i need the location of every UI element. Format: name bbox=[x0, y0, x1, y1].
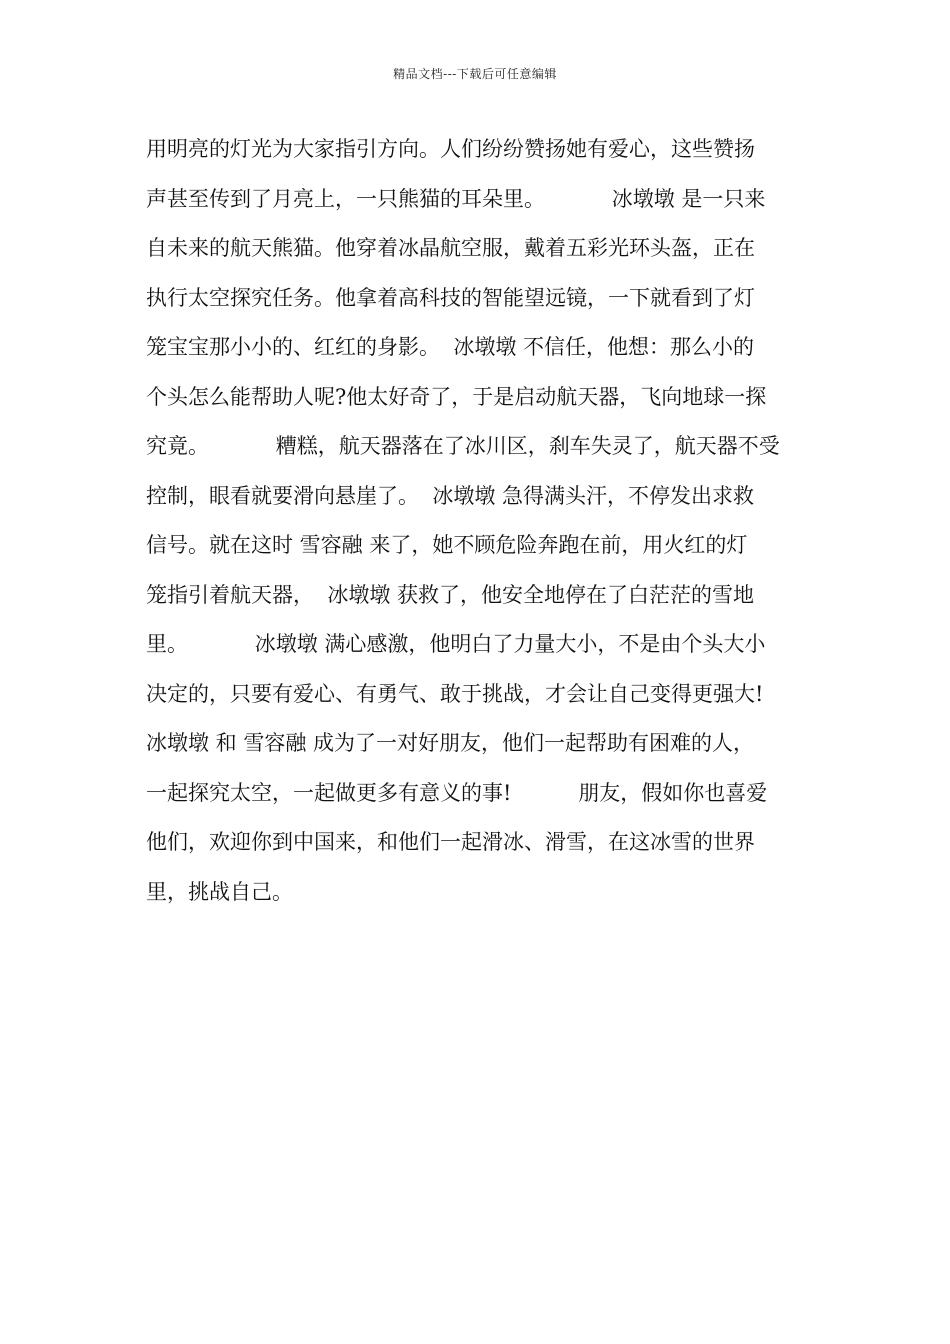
text-line: 用明亮的灯光为大家指引方向。人们纷纷赞扬她有爱心，这些赞扬 bbox=[146, 137, 755, 161]
text-line: 一起探究太空，一起做更多有意义的事! 朋友，假如你也喜爱 bbox=[146, 780, 768, 805]
text-line: 笼宝宝那小小的、红红的身影。 冰墩墩 不信任，他想：那么小的 bbox=[146, 335, 755, 359]
text-line: 控制，眼看就要滑向悬崖了。 冰墩墩 急得满头汗，不停发出求救 bbox=[146, 483, 755, 508]
text-line: 里，挑战自己。 bbox=[146, 879, 293, 904]
text-line: 冰墩墩 和 雪容融 成为了一对好朋友，他们一起帮助有困难的人， bbox=[146, 731, 755, 755]
document-body bbox=[146, 134, 811, 926]
text-line: 决定的，只要有爱心、有勇气、敢于挑战，才会让自己变得更强大! bbox=[146, 681, 764, 706]
page-header: 精品文档---下载后可任意编辑 bbox=[393, 67, 557, 81]
text-line: 究竟。 糟糕，航天器落在了冰川区，刹车失灵了，航天器不受 bbox=[146, 434, 780, 458]
text-line: 执行太空探究任务。他拿着高科技的智能望远镜，一下就看到了灯 bbox=[146, 285, 755, 310]
text-line: 笼指引着航天器， 冰墩墩 获救了，他安全地停在了白茫茫的雪地 bbox=[146, 582, 755, 607]
text-line: 声甚至传到了月亮上，一只熊猫的耳朵里。 冰墩墩 是一只来 bbox=[146, 186, 766, 211]
text-line: 他们，欢迎你到中国来，和他们一起滑冰、滑雪，在这冰雪的世界 bbox=[146, 830, 755, 854]
text-line: 里。 冰墩墩 满心感激，他明白了力量大小，不是由个头大小 bbox=[146, 632, 766, 656]
text-line: 自未来的航天熊猫。他穿着冰晶航空服，戴着五彩光环头盔，正在 bbox=[146, 236, 755, 260]
text-line: 个头怎么能帮助人呢?他太好奇了，于是启动航天器，飞向地球一探 bbox=[146, 384, 767, 409]
text-line: 信号。就在这时 雪容融 来了，她不顾危险奔跑在前，用火红的灯 bbox=[146, 533, 748, 557]
